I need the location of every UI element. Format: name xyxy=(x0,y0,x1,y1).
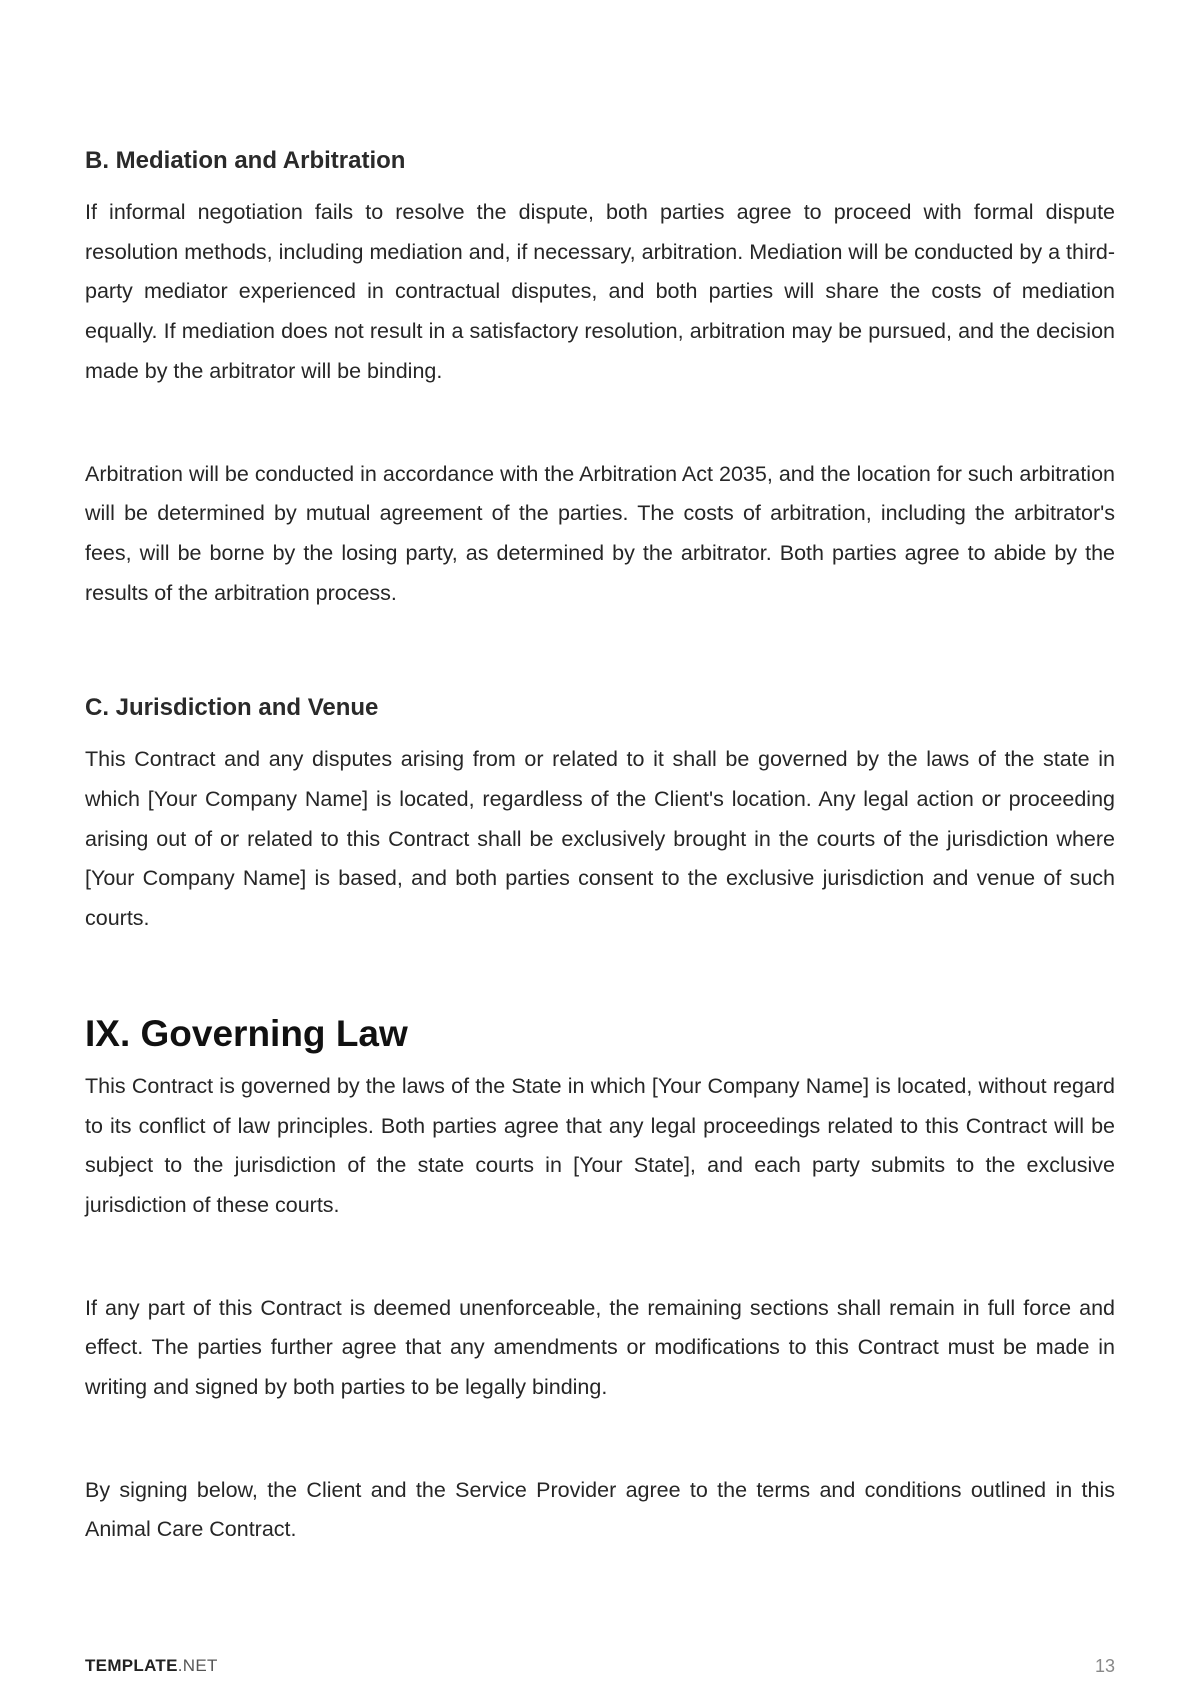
governing-law-paragraph-3: By signing below, the Client and the Service Provider agree to the terms and conditions outlined in this Animal Care Contract. xyxy=(85,1477,1115,1542)
brand-logo xyxy=(85,1656,218,1676)
spacer xyxy=(85,392,1115,455)
spacer xyxy=(85,1226,1115,1289)
brand-suffix: .NET xyxy=(177,1656,218,1675)
section-heading-governing-law: IX. Governing Law xyxy=(85,1012,408,1054)
page-footer xyxy=(85,1656,1115,1680)
brand-name: TEMPLATE xyxy=(85,1656,178,1675)
governing-law-paragraph-2: If any part of this Contract is deemed unenforceable, the remaining sections shall remain in full force and effect. The parties further agree that any amendments or modifications to this Contract must be made in writing and signed by both parties to be legally binding. xyxy=(85,1295,1115,1400)
page-content xyxy=(85,143,1115,1550)
spacer xyxy=(85,1408,1115,1471)
spacer xyxy=(85,939,1115,1011)
section-title-jurisdiction: C. Jurisdiction and Venue xyxy=(85,694,379,722)
jurisdiction-paragraph-1: This Contract and any disputes arising from or related to it shall be governed by the laws of the state in which [Your Company Name] is located, regardless of the Client's location. Any legal action or proceeding arising out of or related to this Contract shall be exclusively brought in the courts of the jurisdiction where [Your Company Name] is based, and both parties consent to the exclusive jurisdiction and venue of such courts. xyxy=(85,747,1115,931)
mediation-paragraph-2: Arbitration will be conducted in accordance with the Arbitration Act 2035, and the location for such arbitration will be determined by mutual agreement of the parties. The costs of arbitration, including the arbitrator's fees, will be borne by the losing party, as determined by the arbitrator. Both parties agree to abide by the results of the arbitration process. xyxy=(85,461,1115,605)
section-title-mediation: B. Mediation and Arbitration xyxy=(85,147,406,174)
governing-law-paragraph-1: This Contract is governed by the laws of the State in which [Your Company Name] is located, without regard to its conflict of law principles. Both parties agree that any legal proceedings related to this Contract will be subject to the jurisdiction of the state courts in [Your State], and each party submits to the exclusive jurisdiction of these courts. xyxy=(85,1073,1115,1217)
mediation-paragraph-1: If informal negotiation fails to resolve the dispute, both parties agree to proceed with formal dispute resolution methods, including mediation and, if necessary, arbitration. Mediation will be conducted by a third-party mediator experienced in contractual disputes, and both parties will share the costs of mediation equally. If mediation does not result in a satisfactory resolution, arbitration may be pursued, and the decision made by the arbitrator will be binding. xyxy=(85,200,1115,383)
spacer xyxy=(85,613,1115,690)
page-number: 13 xyxy=(1094,1656,1115,1676)
